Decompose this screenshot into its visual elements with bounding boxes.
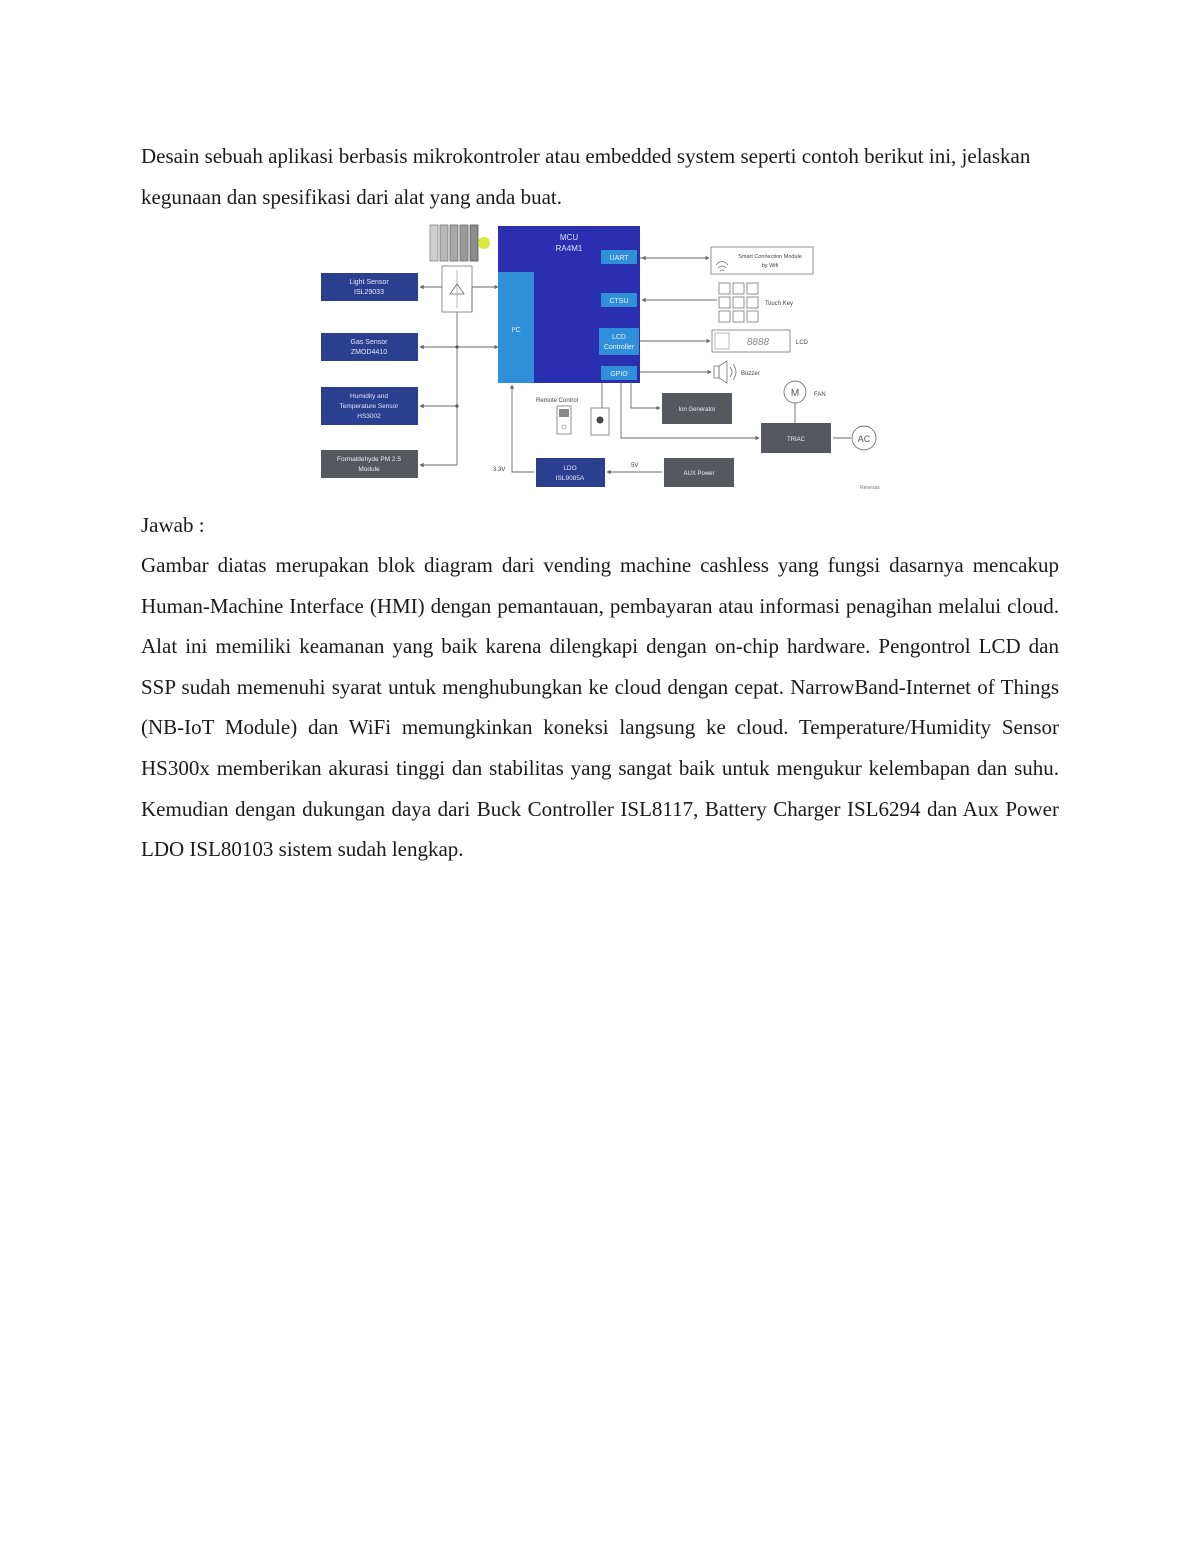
humidity-sensor-model: HS3002: [357, 413, 381, 420]
aux-power-label: AUX Power: [683, 471, 715, 477]
photodiode-icon: [442, 266, 472, 312]
gas-sensor-model: ZMOD4410: [350, 349, 388, 356]
pm-module-block: [321, 450, 418, 478]
lcd-controller-label-2: Controller: [603, 344, 635, 351]
ac-label: AC: [857, 434, 871, 444]
mcu-label: MCU: [559, 233, 579, 242]
touch-key-label: Touch Key: [765, 301, 794, 307]
light-source-icon: [430, 225, 490, 261]
fan-label: FAN: [814, 392, 826, 398]
light-sensor-model: ISL29033: [354, 289, 384, 296]
gpio-label: GPIO: [610, 371, 628, 378]
diagram-credit: Renesas: [860, 485, 880, 491]
light-sensor-label: Light Sensor: [349, 279, 389, 286]
lcd-label: LCD: [796, 340, 809, 346]
block-diagram: [318, 222, 883, 494]
ldo-label: LDO: [563, 465, 577, 472]
light-sensor-block: [321, 273, 418, 301]
ion-generator-label: Ion Generator: [678, 407, 716, 413]
lcd-controller-label: LCD: [611, 334, 627, 341]
motor-label: M: [790, 388, 800, 399]
gas-sensor-label: Gas Sensor: [350, 339, 388, 346]
humidity-sensor-label: Humidity and: [350, 393, 388, 400]
pm-module-label-2: Module: [358, 466, 380, 473]
buzzer-icon: [714, 361, 736, 383]
buzzer-label: Buzzer: [741, 371, 760, 377]
wifi-module-label: Smart Connection Module: [738, 254, 802, 260]
gas-sensor-block: [321, 333, 418, 361]
left-bus-lines: [420, 287, 498, 465]
ctsu-label: CTSU: [609, 298, 629, 305]
voltage-5v-label: 5V: [631, 463, 639, 469]
triac-label: TRIAC: [787, 437, 805, 443]
i2c-label: I²C: [511, 327, 521, 334]
ldo-block: [536, 458, 605, 487]
wifi-module-label-2: by Wifi: [761, 263, 779, 269]
question-text: Desain sebuah aplikasi berbasis mikrokontroler atau embedded system seperti contoh berikut ini, jelaskan kegunaan dan spesifikasi dari alat yang anda buat.: [141, 144, 1031, 209]
remote-control-label: Remote Control: [536, 398, 579, 404]
answer-text: Gambar diatas merupakan blok diagram dari vending machine cashless yang fungsi dasarnya mencakup Human-Machine Interface (HMI) dengan pemantauan, pembayaran atau informasi penagihan melalui cloud. Alat ini memiliki keamanan yang baik karena dilengkapi dengan on-chip hardware. Pengontrol LCD dan SSP sudah memenuhi syarat untuk menghubungkan ke cloud dengan cepat. NarrowBand-Internet of Things (NB-IoT Module) dan WiFi memungkinkan koneksi langsung ke cloud. Temperature/Humidity Sensor HS300x memberikan akurasi tinggi dan stabilitas yang sangat baik untuk mengukur kelembapan dan suhu. Kemudian dengan dukungan daya dari Buck Controller ISL8117, Battery Charger ISL6294 dan Aux Power LDO ISL80103 sistem sudah lengkap.: [141, 553, 1059, 862]
lcd-digits: 8888: [746, 337, 770, 348]
ldo-model: ISL9085A: [555, 475, 585, 482]
touch-key-grid: [719, 283, 758, 322]
pm-module-label: Formaldehyde PM 2.5: [337, 456, 401, 463]
block-diagram-svg: [318, 222, 883, 494]
lcd-display-icon: [712, 330, 790, 352]
voltage-3v3-label: 3.3V: [493, 467, 506, 473]
uart-label: UART: [609, 255, 629, 262]
mcu-model-label: RA4M1: [555, 244, 583, 253]
humidity-sensor-label-2: Temperature Sensor: [339, 403, 399, 410]
wifi-module-block: [711, 247, 813, 274]
answer-label: Jawab :: [141, 513, 205, 537]
remote-control-icon: [557, 406, 609, 435]
